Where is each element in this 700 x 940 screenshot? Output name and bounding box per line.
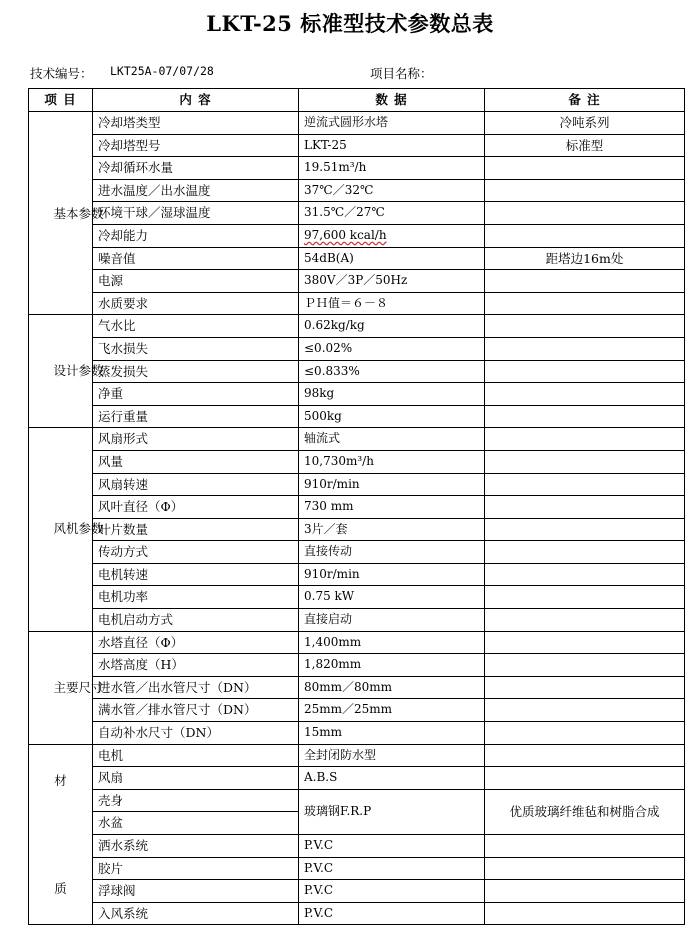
- table-row: [29, 157, 685, 180]
- table-row: [29, 541, 685, 564]
- row-remark: [485, 405, 685, 428]
- row-item: 电机启动方式: [93, 609, 299, 632]
- row-data: 0.75 kW: [299, 586, 485, 609]
- table-row: [29, 722, 685, 745]
- row-item: 气水比: [93, 315, 299, 338]
- row-data: P.V.C: [299, 880, 485, 903]
- table-row: [29, 473, 685, 496]
- table-row: [29, 789, 685, 812]
- header-row: [29, 89, 685, 112]
- row-remark: [485, 224, 685, 247]
- document-title: LKT-25 标准型技术参数总表: [206, 11, 494, 36]
- row-data: 3片／套: [299, 518, 485, 541]
- row-data: LKT-25: [299, 134, 485, 157]
- table-row: [29, 744, 685, 767]
- row-remark: [485, 383, 685, 406]
- row-remark: 优质玻璃纤维毡和树脂合成: [485, 789, 685, 834]
- row-item: 电机: [93, 744, 299, 767]
- row-remark: 距塔边16m处: [485, 247, 685, 270]
- table-row: [29, 202, 685, 225]
- row-data: 全封闭防水型: [299, 744, 485, 767]
- row-item: 入风系统: [93, 902, 299, 925]
- row-remark: [485, 880, 685, 903]
- table-row: [29, 315, 685, 338]
- row-remark: [485, 631, 685, 654]
- header-data: 数 据: [299, 89, 485, 112]
- row-data: 98kg: [299, 383, 485, 406]
- table-row: [29, 179, 685, 202]
- row-item: 进水温度／出水温度: [93, 179, 299, 202]
- header-remark: 备 注: [485, 89, 685, 112]
- table-row: [29, 654, 685, 677]
- table-row: [29, 428, 685, 451]
- row-remark: [485, 835, 685, 858]
- row-data: 轴流式: [299, 428, 485, 451]
- document-meta: [30, 64, 680, 84]
- group-label-fan: 风机参数: [29, 428, 93, 631]
- row-remark: [485, 744, 685, 767]
- tech-code-value: LKT25A-07/07/28: [110, 64, 214, 78]
- table-row: [29, 902, 685, 925]
- row-item: 浮球阀: [93, 880, 299, 903]
- row-item: 冷却塔类型: [93, 112, 299, 135]
- table-row: [29, 699, 685, 722]
- row-item: 电机转速: [93, 563, 299, 586]
- row-remark: [485, 857, 685, 880]
- row-item: 自动补水尺寸（DN）: [93, 722, 299, 745]
- group-label-design: 设计参数: [29, 315, 93, 428]
- row-item: 风扇转速: [93, 473, 299, 496]
- row-item: 电机功率: [93, 586, 299, 609]
- row-data: 500kg: [299, 405, 485, 428]
- row-item: 洒水系统: [93, 835, 299, 858]
- row-data: A.B.S: [299, 767, 485, 790]
- row-remark: [485, 270, 685, 293]
- row-data: 54dB(A): [299, 247, 485, 270]
- row-remark: [485, 518, 685, 541]
- material-label-top: 材: [54, 772, 67, 788]
- spec-table: [28, 88, 685, 925]
- table-row: [29, 247, 685, 270]
- material-label-gap: [54, 791, 68, 835]
- table-row: [29, 496, 685, 519]
- row-data: 直接启动: [299, 609, 485, 632]
- row-remark: [485, 157, 685, 180]
- header-item: 内 容: [93, 89, 299, 112]
- table-row: [29, 518, 685, 541]
- row-data: P.V.C: [299, 902, 485, 925]
- row-remark: [485, 337, 685, 360]
- row-remark: [485, 609, 685, 632]
- row-item: 叶片数量: [93, 518, 299, 541]
- row-remark: [485, 496, 685, 519]
- row-data: ≤0.02%: [299, 337, 485, 360]
- row-remark: [485, 428, 685, 451]
- row-data: P.V.C: [299, 857, 485, 880]
- row-item: 环境干球／湿球温度: [93, 202, 299, 225]
- group-label-basic: 基本参数: [29, 112, 93, 315]
- row-remark: [485, 473, 685, 496]
- table-row: [29, 631, 685, 654]
- table-row: [29, 383, 685, 406]
- table-row: [29, 270, 685, 293]
- row-remark: [485, 676, 685, 699]
- row-item: 水盆: [93, 812, 299, 835]
- table-row: [29, 835, 685, 858]
- table-row: [29, 586, 685, 609]
- table-row: [29, 767, 685, 790]
- row-data: ≤0.833%: [299, 360, 485, 383]
- table-row: [29, 112, 685, 135]
- group-label-material: [29, 744, 93, 925]
- table-row: [29, 134, 685, 157]
- row-data: 910r/min: [299, 473, 485, 496]
- row-remark: [485, 541, 685, 564]
- row-item: 冷却塔型号: [93, 134, 299, 157]
- row-item: 风扇: [93, 767, 299, 790]
- row-remark: [485, 360, 685, 383]
- table-row: [29, 676, 685, 699]
- table-row: [29, 405, 685, 428]
- row-data: 1,820mm: [299, 654, 485, 677]
- table-row: [29, 360, 685, 383]
- material-label-bottom: 质: [54, 880, 67, 896]
- row-remark: [485, 654, 685, 677]
- row-remark: [485, 450, 685, 473]
- row-item: 冷却循环水量: [93, 157, 299, 180]
- row-item: 风扇形式: [93, 428, 299, 451]
- row-remark: [485, 315, 685, 338]
- group-label-dimensions: 主要尺寸: [29, 631, 93, 744]
- cooling-capacity-value: 97,600 kcal/h: [304, 227, 387, 242]
- table-row: [29, 292, 685, 315]
- row-data: 25mm／25mm: [299, 699, 485, 722]
- row-item: 噪音值: [93, 247, 299, 270]
- row-remark: [485, 563, 685, 586]
- row-data: 0.62kg/kg: [299, 315, 485, 338]
- table-row: [29, 563, 685, 586]
- row-item: 蒸发损失: [93, 360, 299, 383]
- row-remark: [485, 767, 685, 790]
- row-remark: 标准型: [485, 134, 685, 157]
- row-data: 15mm: [299, 722, 485, 745]
- row-data: 玻璃钢F.R.P: [299, 789, 485, 834]
- row-data: 31.5℃／27℃: [299, 202, 485, 225]
- row-item: 壳身: [93, 789, 299, 812]
- row-item: 传动方式: [93, 541, 299, 564]
- row-data: 80mm／80mm: [299, 676, 485, 699]
- row-remark: [485, 292, 685, 315]
- row-remark: [485, 202, 685, 225]
- row-remark: [485, 586, 685, 609]
- row-remark: [485, 699, 685, 722]
- row-item: 水塔高度（H）: [93, 654, 299, 677]
- row-data: [299, 224, 485, 247]
- row-item: 水塔直径（Φ）: [93, 631, 299, 654]
- row-data: 910r/min: [299, 563, 485, 586]
- row-item: 进水管／出水管尺寸（DN）: [93, 676, 299, 699]
- row-item: 胶片: [93, 857, 299, 880]
- row-item: 风叶直径（Φ）: [93, 496, 299, 519]
- table-row: [29, 337, 685, 360]
- row-item: 运行重量: [93, 405, 299, 428]
- row-data: 380V／3P／50Hz: [299, 270, 485, 293]
- row-remark: [485, 722, 685, 745]
- row-item: 风量: [93, 450, 299, 473]
- row-item: 电源: [93, 270, 299, 293]
- table-row: [29, 450, 685, 473]
- table-row: [29, 857, 685, 880]
- table-row: [29, 224, 685, 247]
- material-label-gap: [54, 835, 68, 879]
- row-data: 19.51m³/h: [299, 157, 485, 180]
- row-item: 满水管／排水管尺寸（DN）: [93, 699, 299, 722]
- row-item: 飞水损失: [93, 337, 299, 360]
- row-remark: 冷吨系列: [485, 112, 685, 135]
- table-row: [29, 880, 685, 903]
- row-data: 37℃／32℃: [299, 179, 485, 202]
- row-data: 逆流式圆形水塔: [299, 112, 485, 135]
- row-data: ＰＨ值＝６－８: [299, 292, 485, 315]
- tech-code-label: 技术编号：: [30, 66, 93, 81]
- row-item: 冷却能力: [93, 224, 299, 247]
- row-data: 10,730m³/h: [299, 450, 485, 473]
- header-group: 项 目: [29, 89, 93, 112]
- row-item: 净重: [93, 383, 299, 406]
- row-data: P.V.C: [299, 835, 485, 858]
- row-data: 1,400mm: [299, 631, 485, 654]
- project-name-label: 项目名称：: [370, 66, 433, 81]
- row-data: 直接传动: [299, 541, 485, 564]
- row-data: 730 mm: [299, 496, 485, 519]
- row-item: 水质要求: [93, 292, 299, 315]
- table-row: [29, 609, 685, 632]
- row-remark: [485, 902, 685, 925]
- row-remark: [485, 179, 685, 202]
